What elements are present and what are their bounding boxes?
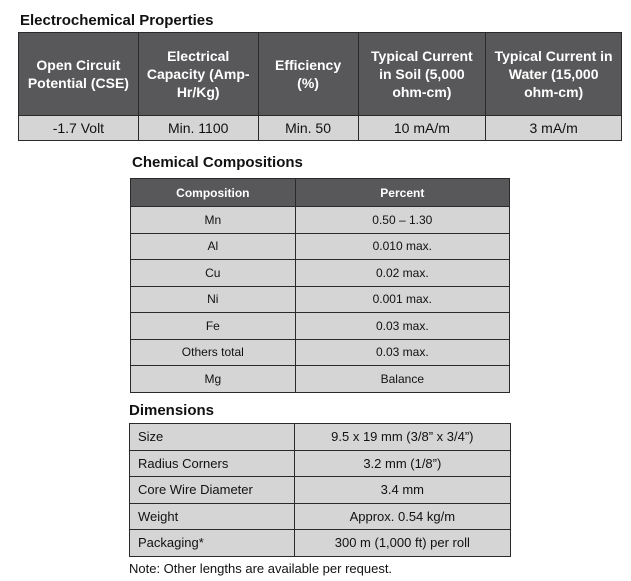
table-row [131, 207, 510, 234]
percent-cell: 0.03 max. [295, 339, 509, 366]
composition-cell: Mg [131, 366, 296, 393]
header-efficiency: Efficiency (%) [258, 33, 358, 116]
header-percent: Percent [295, 179, 509, 207]
chemical-heading: Chemical Compositions [132, 154, 303, 171]
composition-cell: Mn [131, 207, 296, 234]
header-current-soil: Typical Current in Soil (5,000 ohm-cm) [358, 33, 486, 116]
dimension-value: 3.4 mm [294, 477, 510, 504]
chemical-table [130, 178, 510, 393]
table-row [131, 313, 510, 340]
electrochemical-header-row [19, 33, 622, 116]
dimension-value: 9.5 x 19 mm (3/8” x 3/4”) [294, 424, 510, 451]
header-current-water: Typical Current in Water (15,000 ohm-cm) [486, 33, 622, 116]
dimension-value: 300 m (1,000 ft) per roll [294, 530, 510, 557]
table-row [130, 450, 511, 477]
table-row [131, 260, 510, 287]
dimensions-table [129, 423, 511, 557]
percent-cell: 0.001 max. [295, 286, 509, 313]
dimension-label: Core Wire Diameter [130, 477, 295, 504]
percent-cell: 0.50 – 1.30 [295, 207, 509, 234]
composition-cell: Al [131, 233, 296, 260]
table-row [131, 233, 510, 260]
value-current-water: 3 mA/m [486, 116, 622, 141]
table-row [131, 366, 510, 393]
electrochemical-table [18, 32, 622, 141]
percent-cell: Balance [295, 366, 509, 393]
table-row [130, 530, 511, 557]
electrochemical-heading: Electrochemical Properties [20, 12, 214, 29]
table-row [131, 339, 510, 366]
table-row [131, 286, 510, 313]
table-row [130, 503, 511, 530]
percent-cell: 0.03 max. [295, 313, 509, 340]
value-efficiency: Min. 50 [258, 116, 358, 141]
dimension-label: Radius Corners [130, 450, 295, 477]
composition-cell: Ni [131, 286, 296, 313]
header-composition: Composition [131, 179, 296, 207]
electrochemical-values-row [19, 116, 622, 141]
table-row [130, 424, 511, 451]
header-electrical-capacity: Electrical Capacity (Amp-Hr/Kg) [138, 33, 258, 116]
composition-cell: Others total [131, 339, 296, 366]
dimension-label: Packaging* [130, 530, 295, 557]
percent-cell: 0.010 max. [295, 233, 509, 260]
composition-cell: Fe [131, 313, 296, 340]
value-electrical-capacity: Min. 1100 [138, 116, 258, 141]
dimension-value: Approx. 0.54 kg/m [294, 503, 510, 530]
footnote: Note: Other lengths are available per request. [129, 561, 393, 576]
dimension-label: Size [130, 424, 295, 451]
percent-cell: 0.02 max. [295, 260, 509, 287]
chemical-header-row [131, 179, 510, 207]
value-current-soil: 10 mA/m [358, 116, 486, 141]
value-open-circuit-potential: -1.7 Volt [19, 116, 139, 141]
table-row [130, 477, 511, 504]
composition-cell: Cu [131, 260, 296, 287]
dimension-value: 3.2 mm (1/8”) [294, 450, 510, 477]
header-open-circuit-potential: Open Circuit Potential (CSE) [19, 33, 139, 116]
dimensions-heading: Dimensions [129, 402, 215, 419]
dimension-label: Weight [130, 503, 295, 530]
